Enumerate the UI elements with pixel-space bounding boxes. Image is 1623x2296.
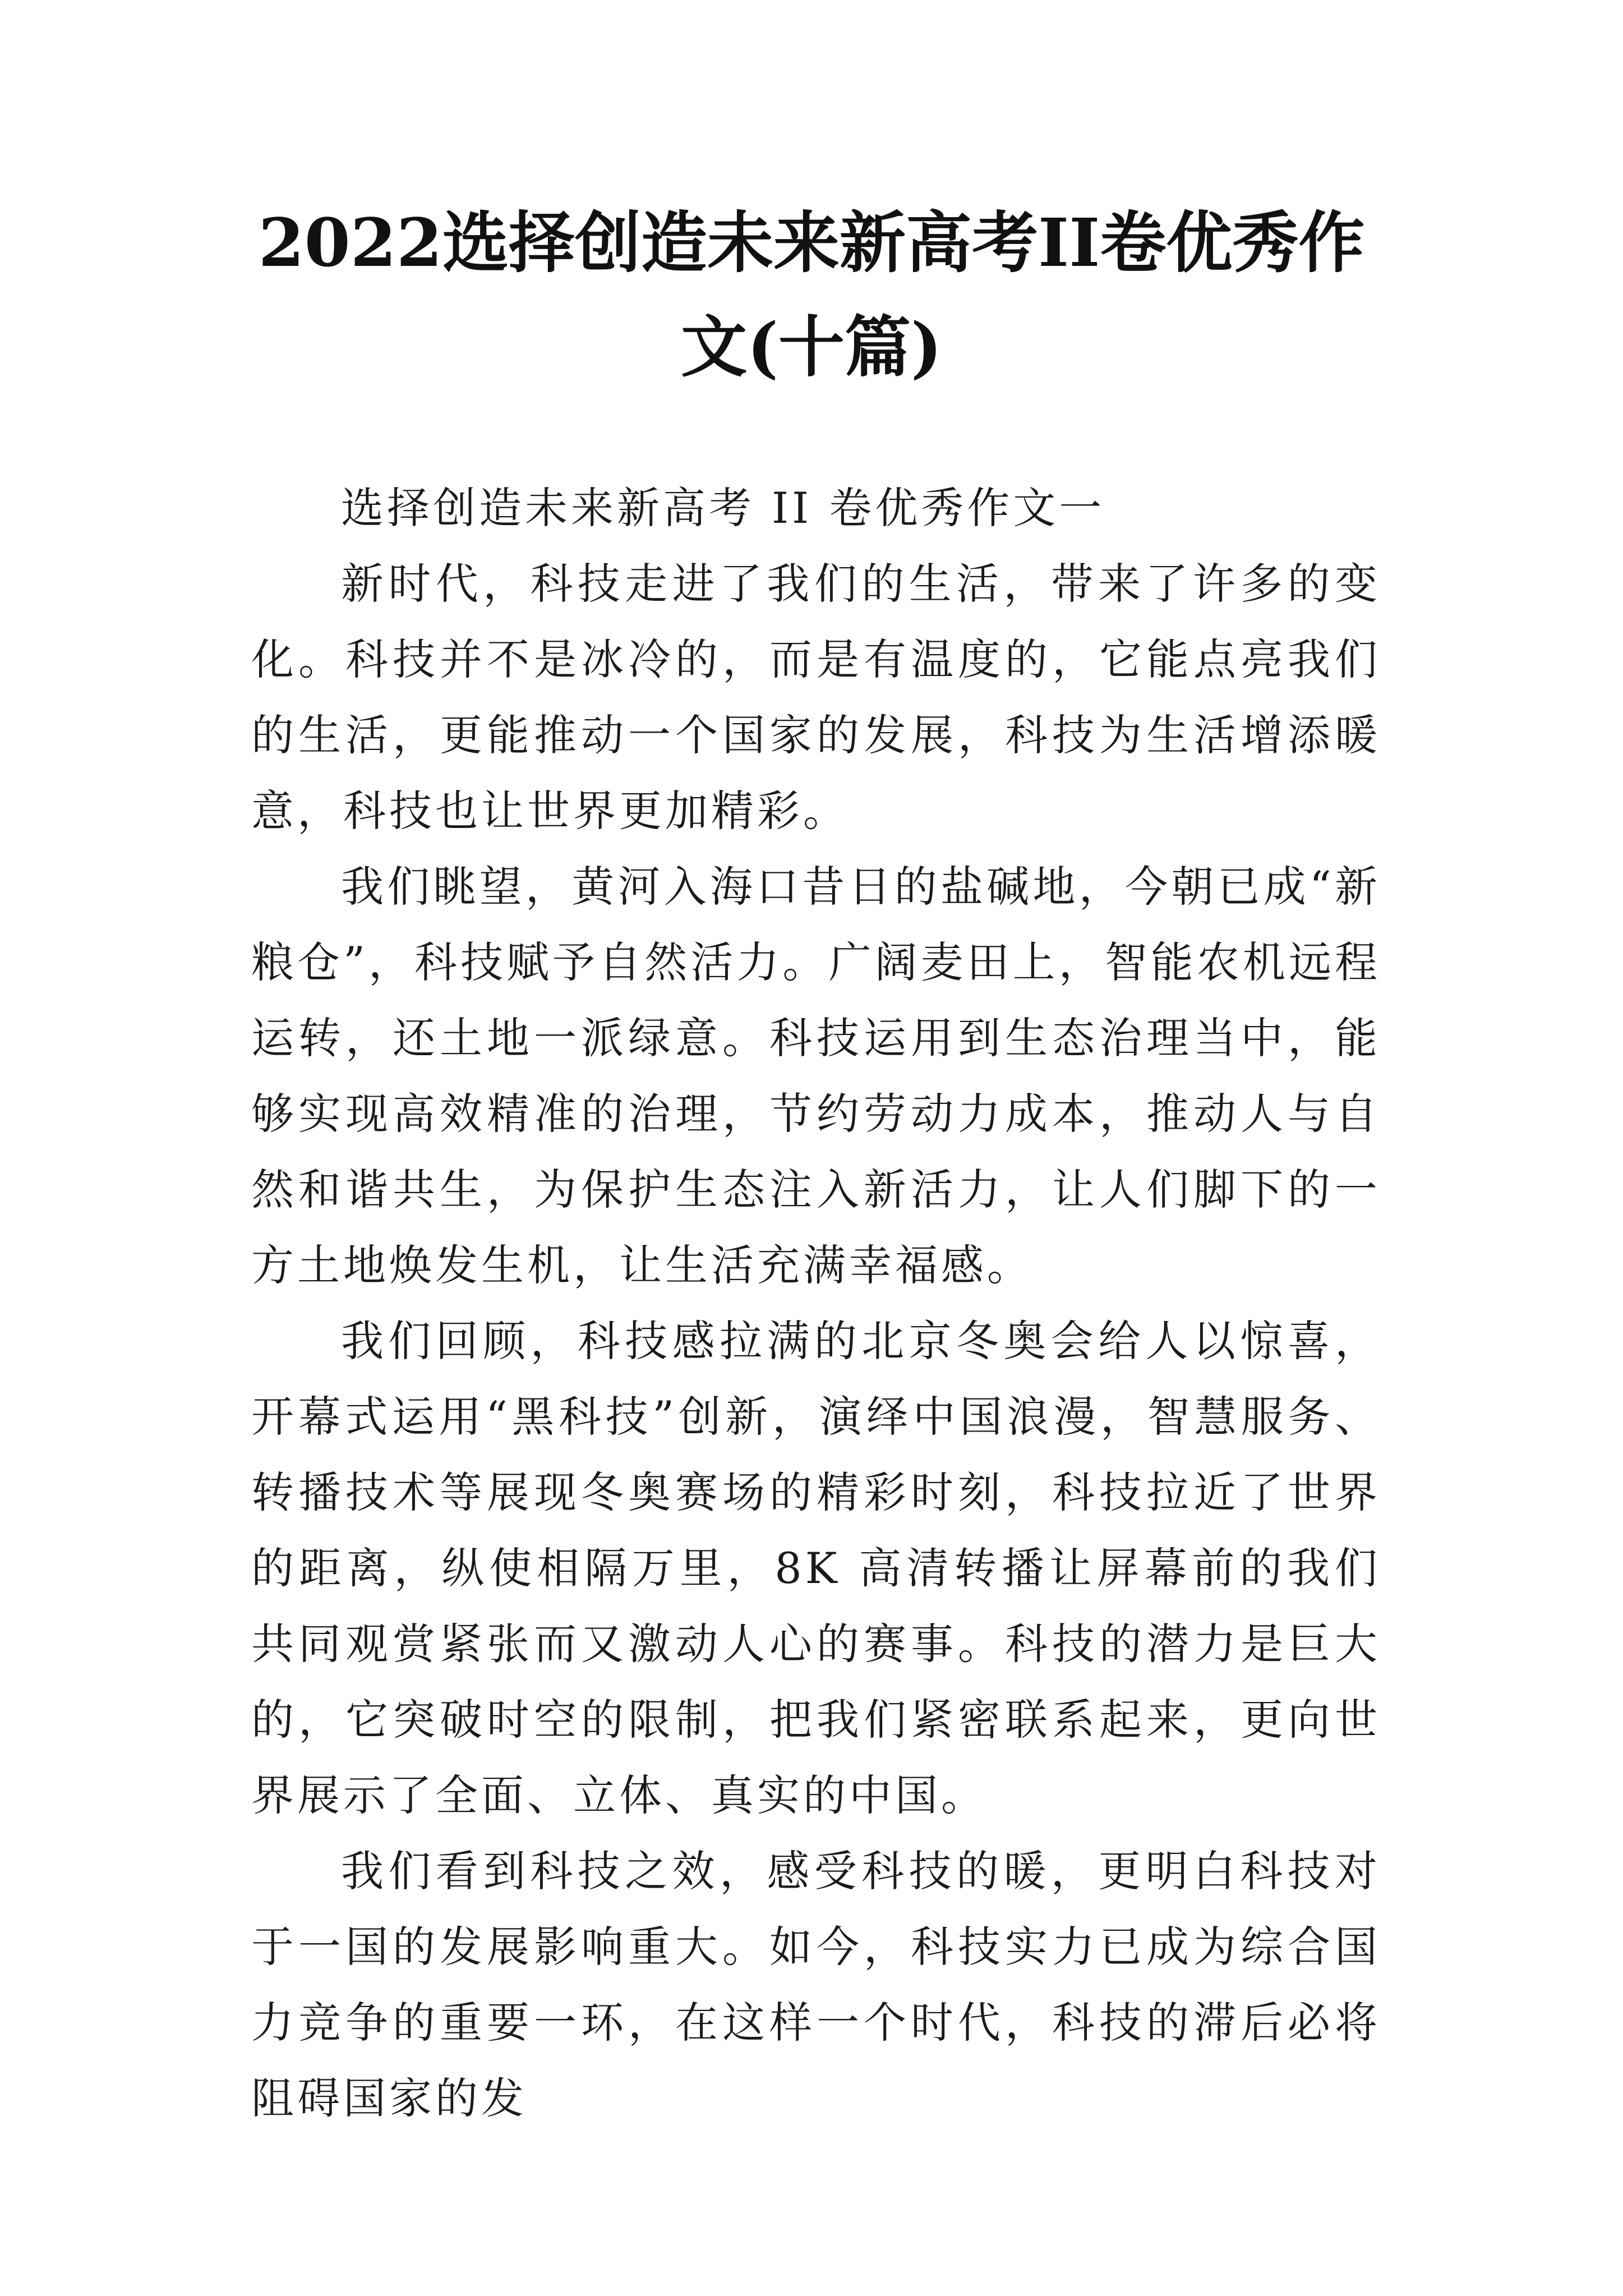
paragraph-1: 新时代，科技走进了我们的生活，带来了许多的变化。科技并不是冰冷的，而是有温度的，它能点亮我们的生活，更能推动一个国家的发展，科技为生活增添暖意，科技也让世界更加精彩。 <box>251 559 1381 836</box>
paragraph-4: 我们看到科技之效，感受科技的暖，更明白科技对于一国的发展影响重大。如今，科技实力已成为综合国力竞争的重要一环，在这样一个时代，科技的滞后必将阻碍国家的发 <box>251 1846 1381 2123</box>
document-body <box>251 470 1381 2136</box>
section-heading: 选择创造未来新高考 II 卷优秀作文一 <box>341 483 1105 533</box>
paragraph-3: 我们回顾，科技感拉满的北京冬奥会给人以惊喜，开幕式运用“黑科技”创新，演绎中国浪漫，智慧服务、转播技术等展现冬奥赛场的精彩时刻，科技拉近了世界的距离，纵使相隔万里，8K 高清转播让屏幕前的我们共同观赏紧张而又激动人心的赛事。科技的潜力是巨大的，它突破时空的限制，把我们紧密联系起来，更向世界展示了全面、立体、真实的中国。 <box>251 1316 1381 1820</box>
paragraph-2: 我们眺望，黄河入海口昔日的盐碱地，今朝已成“新粮仓”，科技赋予自然活力。广阔麦田上，智能农机远程运转，还土地一派绿意。科技运用到生态治理当中，能够实现高效精准的治理，节约劳动力成本，推动人与自然和谐共生，为保护生态注入新活力，让人们脚下的一方土地焕发生机，让生活充满幸福感。 <box>251 862 1381 1290</box>
document-title: 2022选择创造未来新高考II卷优秀作文(十篇) <box>258 204 1365 386</box>
